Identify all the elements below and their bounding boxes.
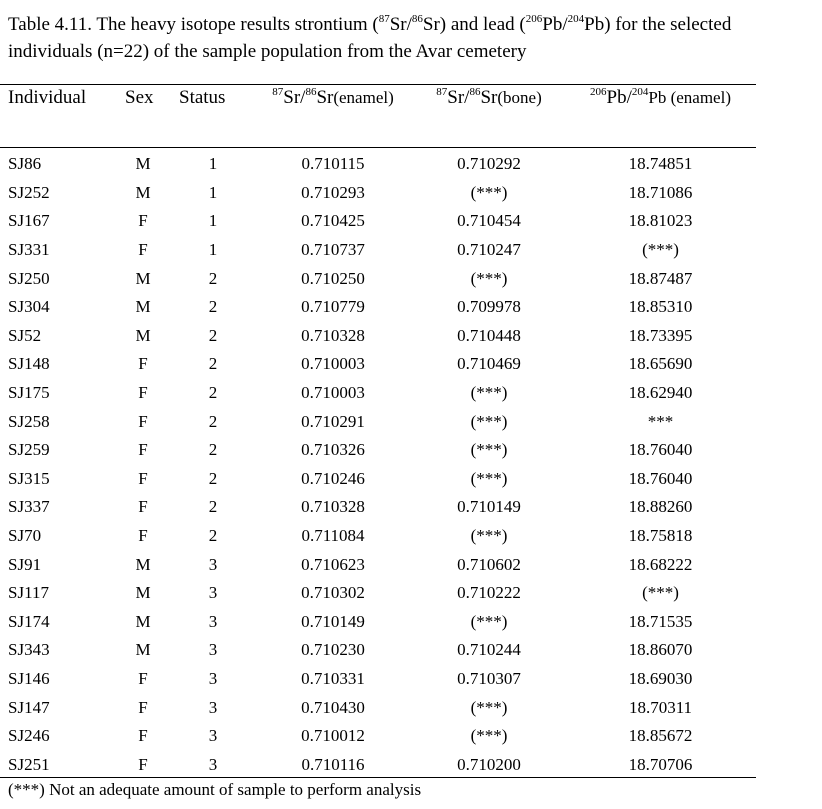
cell-sr-enamel: 0.710149 [301,611,365,631]
cell-individual: SJ91 [8,554,42,574]
cell-sex: F [138,726,148,746]
cell-sex: M [135,583,151,603]
col-header-sr-bone: $^{87}$Sr/$^{86}$Sr(bone) [436,86,542,108]
table-row [0,207,756,236]
cell-sr-enamel: 0.710116 [301,754,365,774]
cell-individual: SJ175 [8,383,50,403]
cell-sex: M [135,554,151,574]
table-row [0,550,756,579]
cell-status: 3 [208,611,218,631]
cell-sex: M [135,182,151,202]
cell-sr-enamel: 0.710293 [301,182,365,202]
table-row [0,379,756,408]
cell-pb-enamel: 18.85310 [628,297,693,317]
cell-sr-enamel: 0.710003 [301,354,365,374]
cell-sr-bone: 0.710200 [457,754,521,774]
cell-pb-enamel: (***) [642,240,679,260]
cell-status: 2 [208,268,218,288]
cell-sr-enamel: 0.710291 [301,411,365,431]
cell-individual: SJ331 [8,240,50,260]
cell-status: 2 [208,440,218,460]
cell-status: 1 [208,240,218,260]
cell-sr-enamel: 0.710623 [301,554,365,574]
cell-sr-bone: 0.710244 [457,640,521,660]
cell-pb-enamel: (***) [642,583,679,603]
table-row [0,608,756,637]
cell-sex: F [138,440,148,460]
cell-individual: SJ259 [8,440,50,460]
cell-pb-enamel: 18.85672 [628,726,693,746]
cell-sr-enamel: 0.710115 [301,154,365,174]
table-row [0,522,756,551]
cell-individual: SJ343 [8,640,50,660]
cell-status: 2 [208,497,218,517]
cell-sr-enamel: 0.710012 [301,726,365,746]
table-row [0,407,756,436]
cell-individual: SJ117 [8,583,49,603]
table-row [0,750,756,779]
cell-pb-enamel: 18.68222 [628,554,693,574]
cell-pb-enamel: 18.65690 [628,354,693,374]
cell-individual: SJ246 [8,726,50,746]
cell-sr-bone: 0.710222 [457,583,521,603]
cell-status: 2 [208,468,218,488]
cell-sex: F [138,754,148,774]
cell-sr-bone: (***) [470,468,508,488]
cell-sex: M [135,154,151,174]
cell-sex: F [138,668,148,688]
cell-pb-enamel: 18.71086 [628,182,693,202]
cell-sr-enamel: 0.710328 [301,497,365,517]
cell-pb-enamel: 18.71535 [628,611,693,631]
cell-sr-bone: 0.710149 [457,497,521,517]
cell-individual: SJ174 [8,611,50,631]
table-caption: Table 4.11. The heavy isotope results strontium ($^{87}$Sr/$^{86}$Sr) and lead ($^{206}$Pb/$^{204}$Pb) for the selected individuals (n=22) of the sample population from the Avar cemetery [8,13,732,62]
table-row [0,322,756,351]
cell-sr-bone: (***) [470,268,508,288]
cell-pb-enamel: 18.76040 [628,440,693,460]
cell-pb-enamel: 18.73395 [628,325,693,345]
cell-status: 3 [208,668,218,688]
col-header-sex: Sex [125,87,154,108]
cell-sr-bone: (***) [470,526,508,546]
cell-sex: F [138,211,148,231]
cell-sex: F [138,411,148,431]
cell-sr-bone: 0.710292 [457,154,521,174]
cell-sr-enamel: 0.710326 [301,440,365,460]
cell-pb-enamel: 18.81023 [628,211,693,231]
cell-pb-enamel: *** [647,411,674,431]
cell-individual: SJ337 [8,497,50,517]
cell-sr-enamel: 0.710779 [301,297,365,317]
cell-sex: F [138,240,148,260]
cell-status: 2 [208,411,218,431]
cell-pb-enamel: 18.88260 [628,497,693,517]
cell-status: 1 [208,154,218,174]
table-row [0,264,756,293]
cell-sr-bone: 0.709978 [457,297,521,317]
cell-individual: SJ70 [8,526,42,546]
cell-status: 2 [208,383,218,403]
cell-individual: SJ147 [8,697,50,717]
cell-sr-enamel: 0.710328 [301,325,365,345]
table-row [0,579,756,608]
col-header-individual: Individual [8,87,87,108]
table-row [0,150,756,179]
table-row [0,465,756,494]
col-header-status: Status [179,87,226,108]
cell-status: 3 [208,640,218,660]
cell-status: 3 [208,583,218,603]
cell-sr-bone: (***) [470,697,508,717]
isotope-results-table [0,84,756,779]
cell-pb-enamel: 18.76040 [628,468,693,488]
table-row [0,436,756,465]
cell-sex: F [138,354,148,374]
cell-sr-bone: 0.710448 [457,325,521,345]
cell-pb-enamel: 18.70706 [628,754,693,774]
cell-sr-enamel: 0.711084 [301,526,365,546]
cell-sr-bone: 0.710602 [457,554,521,574]
cell-individual: SJ250 [8,268,50,288]
cell-individual: SJ167 [8,211,50,231]
cell-sr-bone: (***) [470,383,508,403]
cell-sex: M [135,325,151,345]
table-row [0,693,756,722]
cell-sex: F [138,468,148,488]
cell-status: 2 [208,354,218,374]
cell-sr-enamel: 0.710003 [301,383,365,403]
cell-sr-enamel: 0.710246 [301,468,365,488]
table-row [0,350,756,379]
cell-pb-enamel: 18.74851 [628,154,693,174]
table-footnote: (***) Not an adequate amount of sample to perform analysis [8,780,422,799]
cell-sr-bone: 0.710307 [457,668,521,688]
cell-individual: SJ251 [8,754,50,774]
table-row [0,636,756,665]
cell-sr-bone: (***) [470,726,508,746]
table-row [0,179,756,208]
cell-status: 3 [208,726,218,746]
cell-sr-enamel: 0.710250 [301,268,365,288]
cell-status: 2 [208,526,218,546]
cell-status: 3 [208,697,218,717]
cell-sr-enamel: 0.710230 [301,640,365,660]
cell-individual: SJ315 [8,468,50,488]
cell-individual: SJ146 [8,668,50,688]
cell-sex: M [135,611,151,631]
cell-status: 2 [208,325,218,345]
cell-pb-enamel: 18.69030 [628,668,693,688]
cell-individual: SJ52 [8,325,42,345]
cell-status: 3 [208,754,218,774]
cell-sr-bone: 0.710454 [457,211,521,231]
table-body [0,150,756,779]
cell-status: 3 [208,554,218,574]
cell-pb-enamel: 18.75818 [628,526,693,546]
table-row [0,493,756,522]
cell-pb-enamel: 18.87487 [628,268,693,288]
table-row [0,722,756,751]
cell-individual: SJ148 [8,354,50,374]
cell-status: 2 [208,297,218,317]
cell-sr-enamel: 0.710737 [301,240,365,260]
cell-pb-enamel: 18.70311 [628,697,693,717]
cell-sr-enamel: 0.710302 [301,583,365,603]
cell-pb-enamel: 18.86070 [628,640,693,660]
cell-sr-enamel: 0.710331 [301,668,365,688]
cell-sex: F [138,526,148,546]
cell-sex: F [138,383,148,403]
cell-individual: SJ86 [8,154,42,174]
col-header-sr-enamel: $^{87}$Sr/$^{86}$Sr(enamel) [272,86,394,108]
cell-sex: F [138,497,148,517]
cell-sr-enamel: 0.710425 [301,211,365,231]
cell-sr-bone: (***) [470,440,508,460]
table-row [0,293,756,322]
table-row [0,236,756,265]
cell-individual: SJ258 [8,411,50,431]
cell-sex: M [135,297,151,317]
cell-sr-enamel: 0.710430 [301,697,365,717]
col-header-pb-enamel: $^{206}$Pb/$^{204}$Pb (enamel) [590,86,731,108]
cell-individual: SJ252 [8,182,50,202]
cell-sr-bone: 0.710247 [457,240,521,260]
cell-sr-bone: (***) [470,182,508,202]
cell-sex: F [138,697,148,717]
cell-sex: M [135,268,151,288]
cell-sr-bone: (***) [470,611,508,631]
cell-sex: M [135,640,151,660]
cell-status: 1 [208,211,218,231]
cell-individual: SJ304 [8,297,50,317]
table-header-row [0,84,756,150]
cell-status: 1 [208,182,218,202]
cell-sr-bone: 0.710469 [457,354,521,374]
table-row [0,665,756,694]
cell-pb-enamel: 18.62940 [628,383,693,403]
cell-sr-bone: (***) [470,411,508,431]
